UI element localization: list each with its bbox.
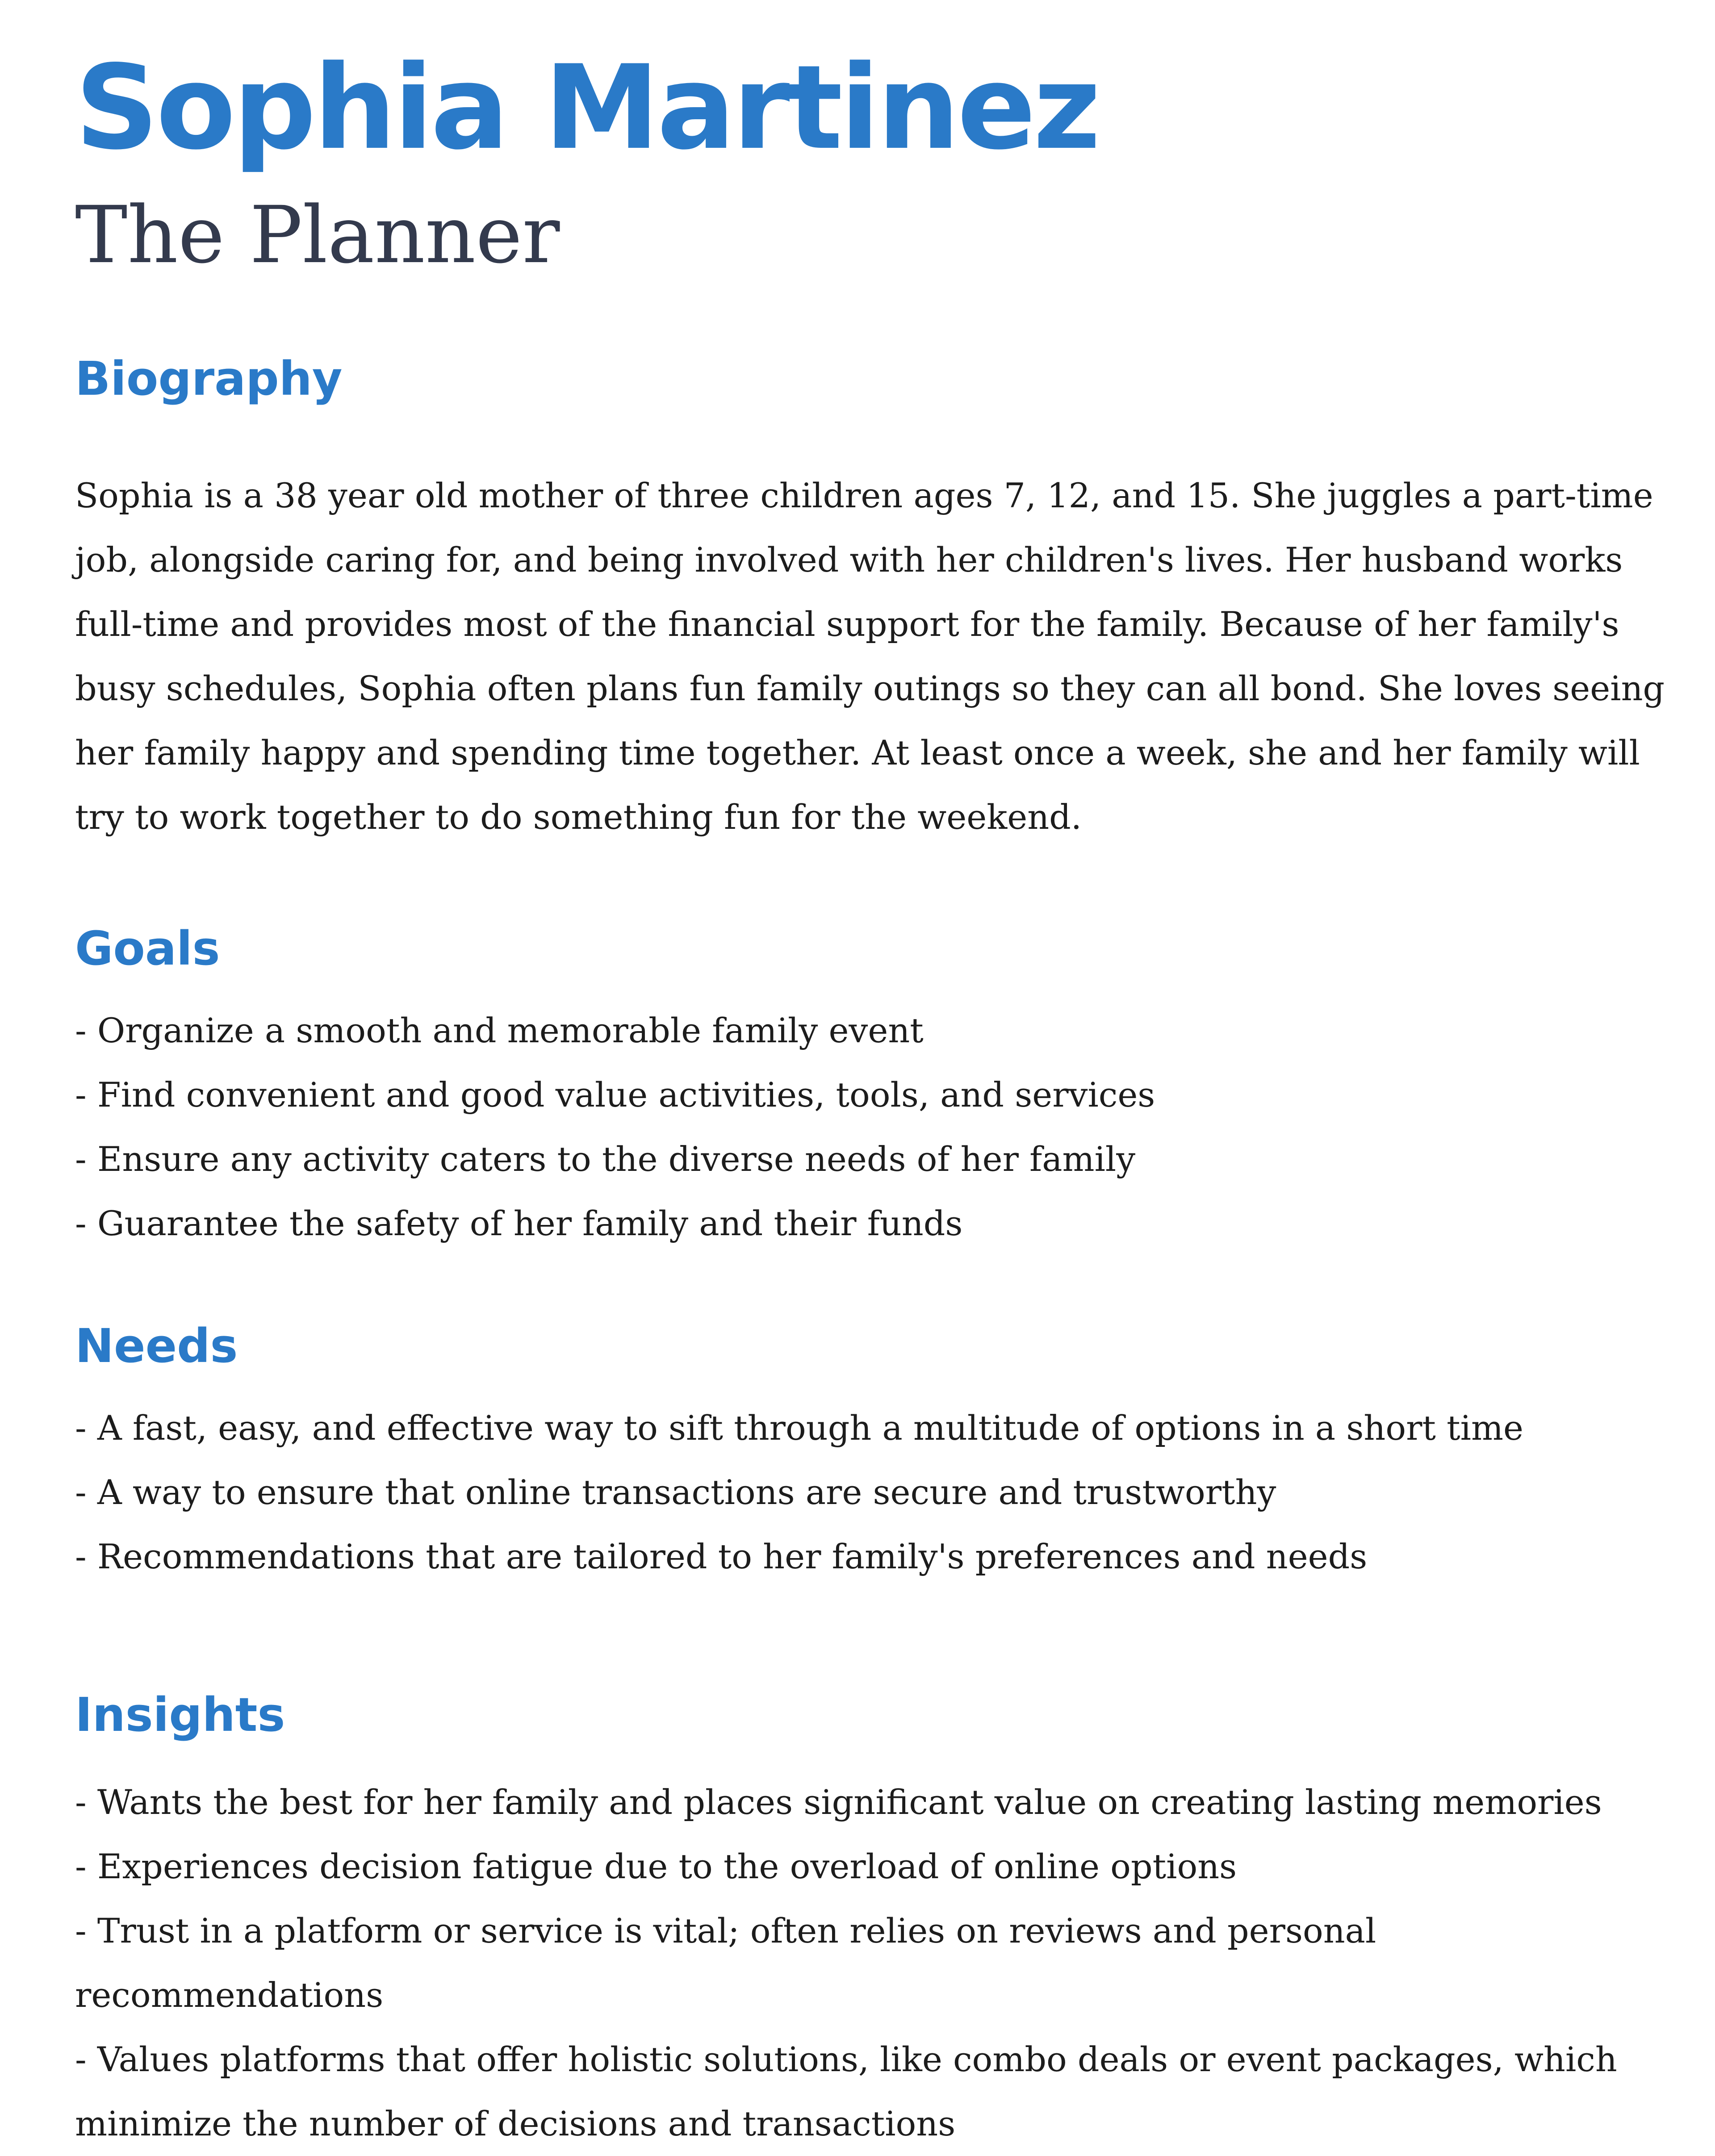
- need-item: - A way to ensure that online transactions are secure and trustworthy: [75, 1472, 1276, 1512]
- insights-heading: Insights: [75, 1688, 285, 1742]
- goal-item: - Ensure any activity caters to the diverse needs of her family: [75, 1139, 1136, 1179]
- insight-item: - Trust in a platform or service is vital; often relies on reviews and personal recommendations: [75, 1911, 1376, 2015]
- need-item: - Recommendations that are tailored to her family's preferences and needs: [75, 1537, 1368, 1576]
- biography-text: Sophia is a 38 year old mother of three children ages 7, 12, and 15. She juggles a part-time job, alongside caring for, and being involved with her children's lives. Her husband works full-time and provides most of the financial support for the family. Because of her family's busy schedules, Sophia often plans fun family outings so they can all bond. She loves seeing her family happy and spending time together. At least once a week, she and her family will try to work together to do something fun for the weekend.: [75, 476, 1665, 837]
- goal-item: - Guarantee the safety of her family and their funds: [75, 1203, 963, 1243]
- insight-item: - Experiences decision fatigue due to the overload of online options: [75, 1847, 1237, 1886]
- persona-archetype: The Planner: [75, 189, 560, 281]
- goals-list: [75, 999, 1683, 1256]
- insight-item: - Values platforms that offer holistic solutions, like combo deals or event packages, which minimize the number of decisions and transactions: [75, 2039, 1617, 2143]
- goals-heading: Goals: [75, 921, 220, 976]
- need-item: - A fast, easy, and effective way to sift through a multitude of options in a short time: [75, 1408, 1524, 1448]
- needs-heading: Needs: [75, 1319, 238, 1373]
- goal-item: - Organize a smooth and memorable family event: [75, 1011, 924, 1050]
- biography-heading: Biography: [75, 351, 343, 406]
- insight-item: - Wants the best for her family and places significant value on creating lasting memories: [75, 1782, 1602, 1822]
- persona-name: Sophia Martinez: [75, 41, 1098, 175]
- insights-list: [75, 1770, 1683, 2156]
- needs-list: [75, 1396, 1683, 1589]
- goal-item: - Find convenient and good value activities, tools, and services: [75, 1075, 1155, 1115]
